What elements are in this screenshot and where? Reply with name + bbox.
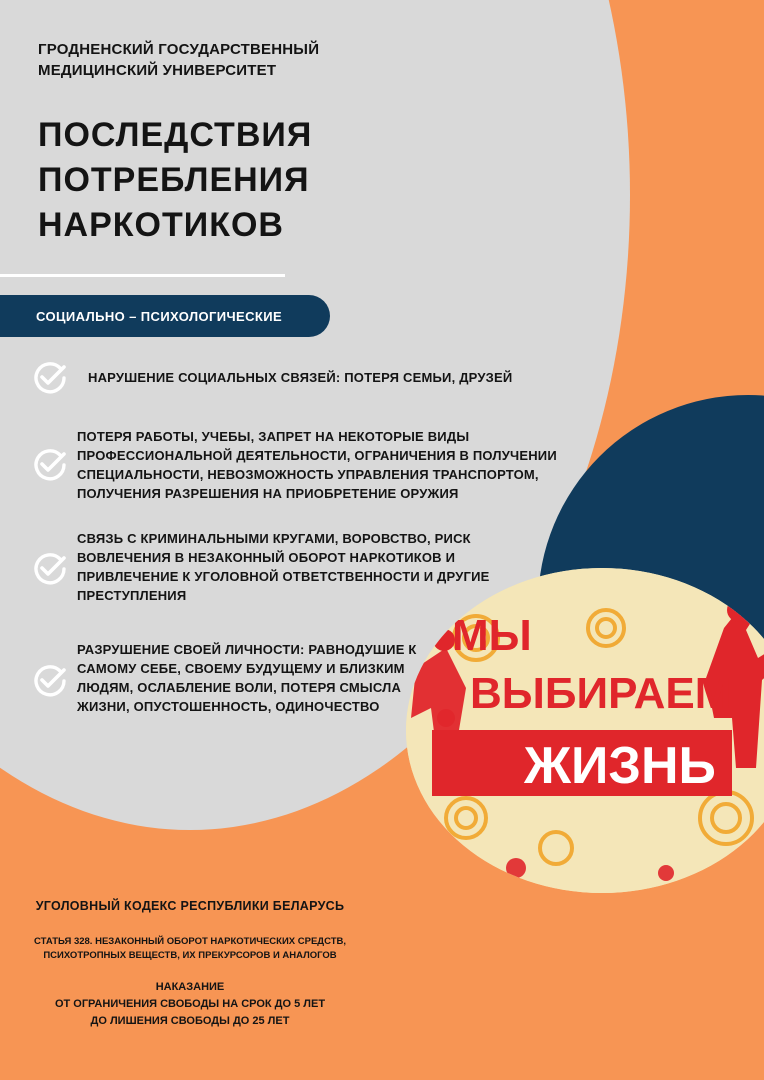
university-name [38, 39, 368, 81]
section-label [0, 295, 330, 337]
list-item-line: ПРИВЛЕЧЕНИЕ К УГОЛОВНОЙ ОТВЕТСТВЕННОСТИ И ДРУГИЕ [77, 569, 490, 584]
article-line: СТАТЬЯ 328. НЕЗАКОННЫЙ ОБОРОТ НАРКОТИЧЕСКИХ СРЕДСТВ, [34, 936, 346, 947]
article-text [0, 935, 380, 963]
list-item-line: РАЗРУШЕНИЕ СВОЕЙ ЛИЧНОСТИ: РАВНОДУШИЕ К [77, 642, 417, 657]
punishment-line: ДО ЛИШЕНИЯ СВОБОДЫ ДО 25 ЛЕТ [90, 1015, 290, 1027]
list-item [77, 640, 437, 716]
title-line: ПОТРЕБЛЕНИЯ [38, 161, 310, 199]
list-item-line: ПОТЕРЯ РАБОТЫ, УЧЕБЫ, ЗАПРЕТ НА НЕКОТОРЫЕ ВИДЫ [77, 429, 470, 444]
check-circle-icon [32, 662, 68, 698]
punishment-line: ОТ ОГРАНИЧЕНИЯ СВОБОДЫ НА СРОК ДО 5 ЛЕТ [54, 998, 326, 1010]
article-line: ПСИХОТРОПНЫХ ВЕЩЕСТВ, ИХ ПРЕКУРСОРОВ И АНАЛОГОВ [43, 950, 337, 961]
list-item-line: САМОМУ СЕБЕ, СВОЕМУ БУДУЩЕМУ И БЛИЗКИМ [77, 661, 405, 676]
list-item-line: ПРЕСТУПЛЕНИЯ [77, 588, 187, 603]
poster-text-we: МЫ [452, 611, 532, 660]
list-item-line: СПЕЦИАЛЬНОСТИ, НЕВОЗМОЖНОСТЬ УПРАВЛЕНИЯ ТРАНСПОРТОМ, [77, 467, 539, 482]
list-item-line: СВЯЗЬ С КРИМИНАЛЬНЫМИ КРУГАМИ, ВОРОВСТВО, РИСК [77, 531, 471, 546]
poster-text-choose: ВЫБИРАЕМ [470, 669, 732, 718]
title-line: НАРКОТИКОВ [38, 206, 284, 244]
check-circle-icon [32, 446, 68, 482]
check-circle-icon [32, 359, 68, 395]
check-circle-icon [32, 550, 68, 586]
criminal-code-title [0, 899, 380, 913]
divider-line [0, 274, 285, 277]
criminal-code-text: УГОЛОВНЫЙ КОДЕКС РЕСПУБЛИКИ БЕЛАРУСЬ [35, 899, 345, 913]
university-line: ГРОДНЕНСКИЙ ГОСУДАРСТВЕННЫЙ [38, 41, 320, 58]
punishment-block [0, 979, 380, 1030]
punishment-title: НАКАЗАНИЕ [155, 981, 225, 993]
page-title [38, 113, 358, 248]
list-item [77, 529, 517, 605]
list-item [77, 427, 577, 503]
list-item-line: ЛЮДЯМ, ОСЛАБЛЕНИЕ ВОЛИ, ПОТЕРЯ СМЫСЛА [77, 680, 402, 695]
university-line: МЕДИЦИНСКИЙ УНИВЕРСИТЕТ [38, 62, 277, 79]
poster-text-life: ЖИЗНЬ [524, 737, 716, 795]
list-item-line: ПОЛУЧЕНИЯ РАЗРЕШЕНИЯ НА ПРИОБРЕТЕНИЕ ОРУЖИЯ [77, 486, 459, 501]
section-label-text: СОЦИАЛЬНО – ПСИХОЛОГИЧЕСКИЕ [36, 308, 283, 324]
list-item-line: НАРУШЕНИЕ СОЦИАЛЬНЫХ СВЯЗЕЙ: ПОТЕРЯ СЕМЬИ, ДРУЗЕЙ [88, 370, 513, 385]
title-line: ПОСЛЕДСТВИЯ [38, 116, 313, 154]
list-item-line: ВОВЛЕЧЕНИЯ В НЕЗАКОННЫЙ ОБОРОТ НАРКОТИКОВ И [77, 550, 456, 565]
list-item-line: ПРОФЕССИОНАЛЬНОЙ ДЕЯТЕЛЬНОСТИ, ОГРАНИЧЕНИЯ В ПОЛУЧЕНИИ [77, 448, 557, 463]
list-item-line: ЖИЗНИ, ОПУСТОШЕННОСТЬ, ОДИНОЧЕСТВО [77, 699, 380, 714]
list-item [88, 368, 548, 387]
